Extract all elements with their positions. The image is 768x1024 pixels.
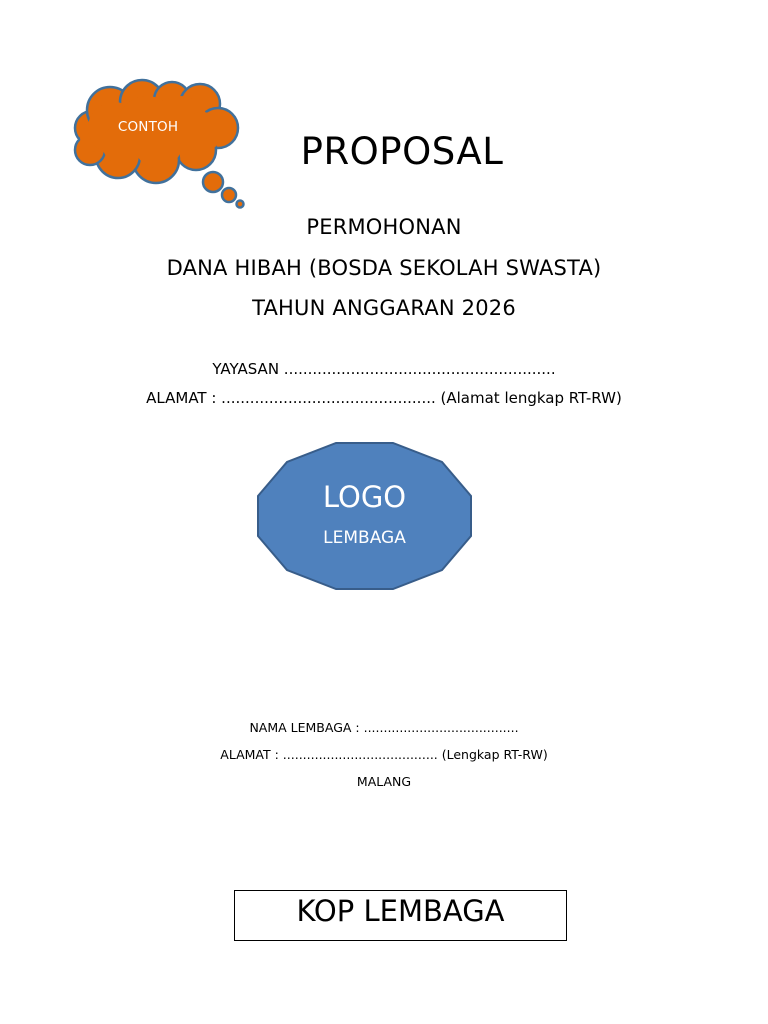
subtitle-dana-hibah: DANA HIBAH (BOSDA SEKOLAH SWASTA) [166,256,602,280]
kota-line: MALANG [356,774,412,789]
alamat-lembaga-line: ALAMAT : ....................................... (Lengkap RT-RW) [220,747,548,762]
logo-title: LOGO [322,480,407,514]
logo-subtitle: LEMBAGA [323,528,406,548]
subtitle-tahun-anggaran: TAHUN ANGGARAN 2026 [252,296,516,320]
logo-placeholder [256,442,473,590]
contoh-label: CONTOH [117,119,179,135]
page-title: PROPOSAL [300,130,504,173]
yayasan-line: YAYASAN ......................................................... [212,360,556,378]
decagon-shape [256,442,473,590]
alamat-line: ALAMAT : ............................................. (Alamat lengkap RT-RW) [146,389,622,407]
subtitle-permohonan: PERMOHONAN [306,215,462,239]
kop-lembaga-box: KOP LEMBAGA [234,890,567,941]
nama-lembaga-line: NAMA LEMBAGA : ....................................... [249,720,519,735]
